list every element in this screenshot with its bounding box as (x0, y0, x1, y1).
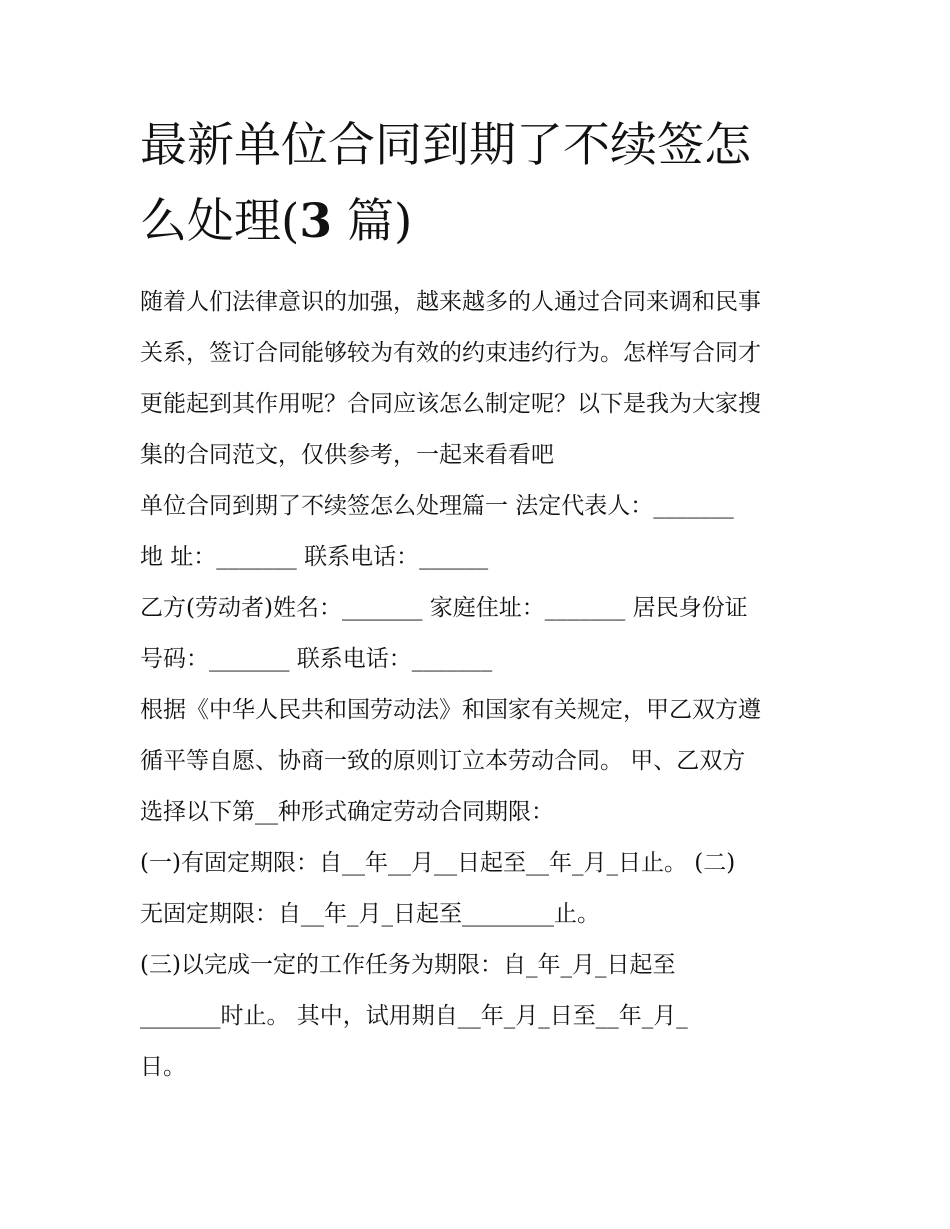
body-line: 选择以下第__种形式确定劳动合同期限： (140, 799, 554, 825)
body-line: (一)有固定期限：自__年__月__日起至__年_月_日止。 (二) (140, 850, 736, 876)
body-line: 随着人们法律意识的加强，越来越多的人通过合同来调和民事 (140, 289, 761, 315)
body-line: 更能起到其作用呢？合同应该怎么制定呢？以下是我为大家搜 (140, 391, 761, 417)
body-line: 地 址：_______ 联系电话：______ (140, 544, 489, 570)
title-line-2-prefix: 么处理( (140, 194, 300, 249)
body-line: 集的合同范文，仅供参考，一起来看看吧 (140, 442, 554, 468)
section-heading-line: 单位合同到期了不续签怎么处理篇一 法定代表人：_______ (140, 493, 734, 519)
title-line-2 (140, 184, 840, 260)
body-line: 根据《中华人民共和国劳动法》和国家有关规定，甲乙双方遵 (140, 697, 761, 723)
body-line: (三)以完成一定的工作任务为期限：自_年_月_日起至 (140, 952, 676, 978)
body-line: 日。 (140, 1054, 186, 1080)
body-line: 号码：_______ 联系电话：_______ (140, 646, 493, 672)
title-line-1: 最新单位合同到期了不续签怎 (140, 118, 751, 173)
title-line-2-suffix: 篇) (332, 194, 413, 249)
body-line: 乙方(劳动者)姓名：_______ 家庭住址：_______ 居民身份证 (140, 595, 748, 621)
body-line: _______时止。 其中，试用期自__年_月_日至__年_月_ (140, 1003, 688, 1029)
body-line: 关系，签订合同能够较为有效的约束违约行为。怎样写合同才 (140, 340, 761, 366)
title-article-count: 3 (299, 194, 333, 249)
body-line: 循平等自愿、协商一致的原则订立本劳动合同。 甲、乙双方 (140, 748, 746, 774)
document-title (140, 108, 840, 260)
body-line: 无固定期限：自__年_月_日起至________止。 (140, 901, 600, 927)
